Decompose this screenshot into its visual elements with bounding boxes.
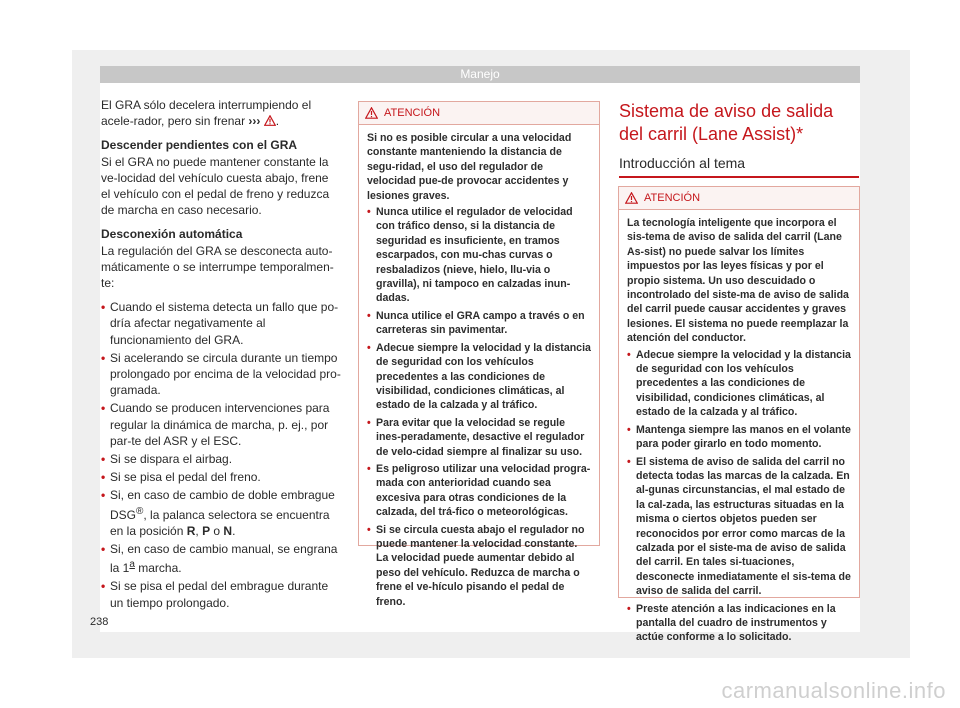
intro-text: El GRA sólo decelera interrumpiendo el acele-rador, pero sin frenar: [101, 98, 312, 129]
list-item: • Para evitar que la velocidad se regule ines-peradamente, desactive el regulador de velo-cidad siempre al finalizar su uso.: [367, 416, 591, 459]
warning-intro: Si no es posible circular a una velocidad constante manteniendo la distancia de segu-ridad, el uso del regulador de velocidad pue-de provocar accidentes y lesiones graves.: [367, 132, 572, 202]
list-item: • Nunca utilice el regulador de velocidad con tráfico denso, si la distancia de seguridad es insuficiente, en tramos escarpados, con mu-chas curvas o resbaladizos (nieve, hielo, llu-via o gravilla), ni tampoco en calzadas inun-dadas.: [367, 205, 591, 306]
warning-title: ATENCIÓN: [644, 192, 701, 204]
warning-icon: [625, 192, 638, 204]
body-column: [101, 97, 341, 613]
list-item: • Si se pisa el pedal del embrague durante un tiempo prolongado.: [101, 578, 341, 610]
subtitle-underline: [619, 176, 859, 178]
list-item: • Es peligroso utilizar una velocidad progra-mada con anterioridad cuando sea excesiva para otras condiciones de la calzada, del trá-fico o meteorológicas.: [367, 462, 591, 520]
heading-auto-off: Desconexión automática: [101, 227, 243, 242]
watermark: carmanualsonline.info: [721, 678, 946, 703]
dsg-end: .: [232, 523, 236, 538]
gear-r: R: [186, 523, 196, 538]
intro-paragraph: [101, 97, 341, 129]
list-item: • Si acelerando se circula durante un tiempo prolongado por encima de la velocidad pro-gramada.: [101, 350, 341, 399]
gear-p: P: [202, 523, 211, 538]
list-item: • Si se dispara el airbag.: [101, 451, 341, 467]
sep: o: [210, 523, 224, 538]
warning-body: [619, 210, 859, 654]
warning-icon: [264, 115, 276, 126]
warning-box-lane-assist: [618, 186, 860, 644]
warning-header: [619, 187, 859, 210]
list-item: • Preste atención a las indicaciones en la pantalla del cuadro de instrumentos y actúe conforme a lo solicitado.: [627, 602, 851, 645]
section-subtitle: Introducción al tema: [619, 155, 746, 171]
heading-descent: Descender pendientes con el GRA: [101, 138, 298, 153]
list-item: • Mantenga siempre las manos en el volante para poder girarlo en todo momento.: [627, 423, 851, 452]
ordinal-mark: a: [129, 559, 135, 571]
reference-arrows[interactable]: ›››: [248, 114, 261, 129]
paragraph-descent: Si el GRA no puede mantener constante la ve-locidad del vehículo cuesta abajo, frene el vehículo con el pedal de freno y reduzca de marcha en caso necesario.: [101, 154, 330, 218]
list-item: • El sistema de aviso de salida del carril no detecta todas las marcas de la calzada. En al-gunas circunstancias, el mal estado de la cal-zada, las estructuras situadas en la misma o ciertos objetos pueden ser reconocidos por error como marcas de la calzada por el siste-ma de aviso de salida del carril. En tales si-tuaciones, desconecte inmediatamente el sis-tema de aviso de salida del carril.: [627, 455, 851, 599]
sep: ,: [195, 523, 203, 538]
list-item: • Cuando se producen intervenciones para regular la dinámica de marcha, p. ej., por par-te del ASR y el ESC.: [101, 400, 341, 449]
list-item-dsg: [101, 487, 341, 539]
manual-text: Si, en caso de cambio manual, se engrana la 1: [110, 542, 338, 576]
manual-end: marcha.: [134, 561, 182, 576]
registered-mark: ®: [136, 505, 144, 517]
warning-box-cruise: [358, 101, 600, 608]
list-item: • Adecue siempre la velocidad y la distancia de seguridad con los vehículos precedentes a las condiciones de visibilidad, condiciones climáticas, al estado de la calzada y al tráfico.: [627, 348, 851, 420]
section-header: Manejo: [100, 66, 860, 83]
dsg-text: Si, en caso de cambio de doble embrague DSG: [110, 488, 335, 522]
section-title: Sistema de aviso de salida del carril (Lane Assist)*: [619, 101, 834, 144]
warning-header: [359, 102, 599, 125]
list-item: • Nunca utilice el GRA campo a través o en carreteras sin pavimentar.: [367, 309, 591, 338]
list-item: • Adecue siempre la velocidad y la distancia de seguridad con los vehículos precedentes a las condiciones de visibilidad, condiciones climáticas, al estado de la calzada y al tráfico.: [367, 341, 591, 413]
list-item: • Si se pisa el pedal del freno.: [101, 469, 341, 485]
list-item: • Cuando el sistema detecta un fallo que po-dría afectar negativamente al funcionamiento del GRA.: [101, 299, 341, 348]
warning-intro: La tecnología inteligente que incorpora el sis-tema de aviso de salida del carril (Lane As-sist) no puede salvar los límites impuestos por las leyes físicas y por el propio sistema. Un uso descuidado o incontrolado del siste-ma de aviso de salida del carril puede causar accidentes y graves lesiones. El sistema no puede reemplazar la atención del conductor.: [627, 217, 849, 345]
list-item: • Si se circula cuesta abajo el regulador no puede mantener la velocidad constante. La velocidad puede aumentar debido al peso del vehículo. Reduzca de marcha o frene el ve-hículo pisando el pedal de freno.: [367, 523, 591, 609]
warning-body: [359, 125, 599, 618]
intro-end: .: [275, 114, 280, 129]
paragraph-auto-off: La regulación del GRA se desconecta auto-máticamente o se interrumpe temporalmen-te:: [101, 243, 334, 291]
page-number: 238: [90, 616, 109, 628]
gear-n: N: [223, 523, 233, 538]
dsg-mid: , la palanca selectora se encuentra en la posición: [110, 507, 330, 538]
warning-icon: [365, 107, 378, 119]
warning-title: ATENCIÓN: [384, 107, 441, 119]
list-item-manual: [101, 541, 341, 576]
